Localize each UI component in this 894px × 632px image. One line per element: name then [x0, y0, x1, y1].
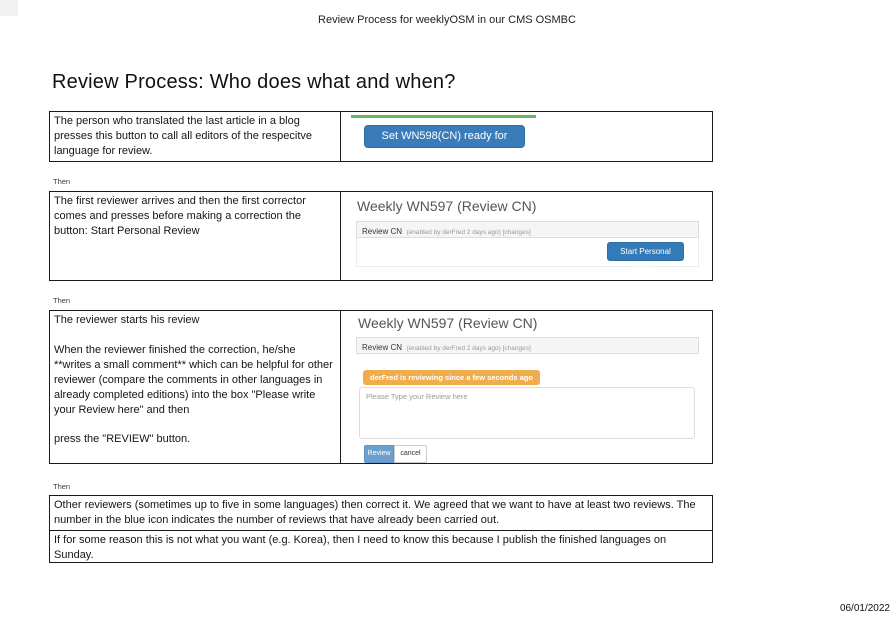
step3-description-para1: The reviewer starts his review — [54, 314, 200, 326]
step4-row1: Other reviewers (sometimes up to five in some languages) then correct it. We agreed that we want to have at least two reviews. The number in the blue icon indicates the number of reviews that have already been carried out. — [50, 496, 712, 531]
step1-description: The person who translated the last article in a blog presses this button to call all editors of the respecitve language for review. — [50, 112, 341, 161]
reviewing-status-badge: derFred is reviewing since a few seconds ago — [363, 370, 540, 385]
review-cn-label: Review CN — [362, 227, 403, 236]
page-title: Review Process: Who does what and when? — [52, 71, 456, 93]
start-personal-review-button[interactable]: Start Personal Review — [607, 242, 684, 261]
review-cancel-button[interactable]: cancel — [394, 445, 427, 463]
review-cn-label: Review CN — [362, 343, 403, 352]
review-comment-input[interactable] — [359, 387, 695, 439]
footer-date: 06/01/2022 — [839, 603, 890, 614]
step2-box — [49, 191, 713, 281]
step4-row2: If for some reason this is not what you want (e.g. Korea), then I need to know this because I publish the finished languages on Sunday. — [54, 534, 667, 561]
review-cn-meta: (enabled by derFred 2 days ago) [changes] — [406, 345, 531, 352]
weekly-panel-title: Weekly WN597 (Review CN) — [357, 198, 537, 214]
step4-box — [49, 495, 713, 563]
step3-box — [49, 310, 713, 464]
review-submit-button[interactable]: Review — [364, 445, 394, 463]
then-label-3: Then — [53, 482, 71, 491]
step3-description-para3: press the "REVIEW" button. — [54, 433, 191, 446]
set-ready-for-review-button[interactable]: Set WN598(CN) ready for review — [364, 125, 525, 148]
step2-description: The first reviewer arrives and then the first corrector comes and presses before making a correction the button: Start Personal Review — [50, 192, 341, 280]
then-label-2: Then — [53, 296, 71, 305]
green-divider-line — [351, 115, 536, 118]
weekly-panel-title: Weekly WN597 (Review CN) — [358, 315, 538, 331]
review-cn-bar — [356, 221, 699, 238]
step3-description — [50, 311, 341, 463]
review-cn-bar — [356, 337, 699, 354]
document-header: Review Process for weeklyOSM in our CMS OSMBC — [318, 14, 576, 26]
step1-box — [49, 111, 713, 162]
review-cn-meta: (enabled by derFred 2 days ago) [changes] — [406, 229, 531, 236]
review-panel-body — [356, 238, 699, 273]
step3-description-para2: When the reviewer finished the correction, he/she **writes a small comment** which can be helpful for other reviewer (compare the comments in other languages in already completed editions) into the box "Please write your Review here" and then — [54, 343, 333, 416]
then-label-1: Then — [53, 177, 71, 186]
